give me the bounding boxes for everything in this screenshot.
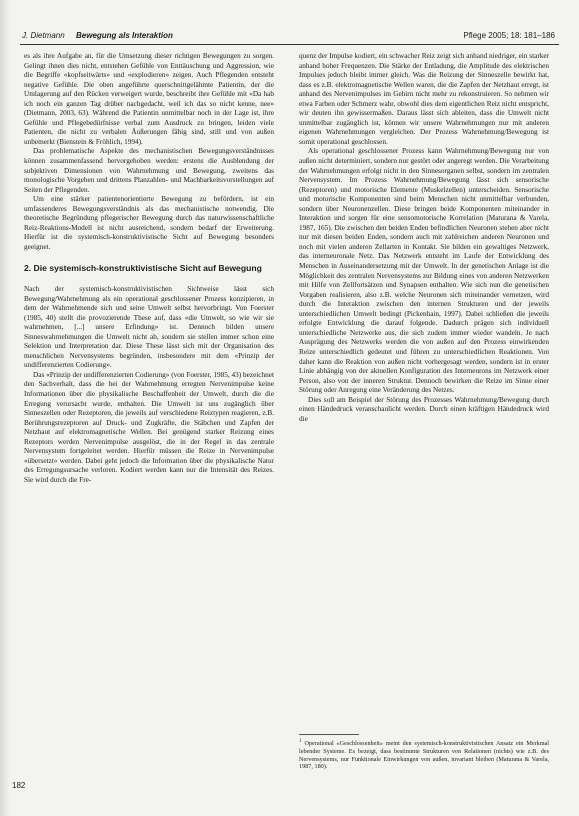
left-text-column <box>24 52 274 485</box>
section-heading: 2. Die systemisch-konstruktivistische Sicht auf Bewegung <box>24 263 262 274</box>
header-rule <box>20 44 559 45</box>
footnote-rule <box>299 734 359 735</box>
body-paragraph: Das «Prinzip der undifferenzierten Codierung» (von Foerster, 1985, 43) bezeichnet den Sachverhalt, dass die bei der Wahrnehmung erregten Nervenimpulse keine Informationen über die physikalische Beschaffenheit der Umwelt, durch die die Erregung verursacht wurde, enthalten. Die Umwelt ist uns zugänglich über Sinneszellen oder Rezeptoren, die jeweils auf verschiedene Reiztypen reagieren, z.B. Berührungsrezeptoren auf Druck- und Zugkräfte, die Stäbchen und Zapfen der Netzhaut auf elektromagnetische Wellen. Bei genügend starker Reizung eines Rezeptors werden Nervenimpulse ausgelöst, die in der Regel in das zentrale Nervensystem fortgeleitet werden. Hierfür müssen die Reize in Nervenimpulse «übersetzt» werden. Dabei geht jedoch die Information über die physikalische Natur des Erregungsursache verloren. Kodiert werden kann nur die Intensität des Reizes. Sie wird durch die Fre- <box>24 370 274 484</box>
body-paragraph: Als operational geschlossener Prozess kann Wahrnehmung/Bewegung nur von außen nicht determiniert, sondern nur gestört oder angeregt werden. Die Verarbeitung der Wahrnehmungen erfolgt nicht in den Sinnesorganen selbst, sondern im zentralen Nervensystem. Im Prozess Wahrnehmung/Bewegung lässt sich sensorische (Rezeptoren) und motorische Elemente (Muskelzellen) unterscheiden. Sensorische und motorische Komponenten sind beim Menschen nicht unmittelbar verbunden, sondern über Neuronenzellen. Diese bringen beide Komponenten miteinander in Interaktion und sorgen für eine sensomotorische Korrelation (Maturana & Varela, 1987, 165). Die zwischen den beiden Enden befindlichen Neuronen stehen aber nicht nur mit diesen beiden Enden, sondern auch mit zahlreichen anderen Neuronen und noch mit vielen anderen Zellarten in Kontakt. Sie bilden ein gewaltiges Netzwerk, das interneuronale Netz. Das Netzwerk entsteht im Laufe der Entwicklung des Menschen in Auseinandersetzung mit der Umwelt. In der genetischen Anlage ist die Möglichkeit des zentralen Nervensystems zur Bildung eines von anderen Netzwerken mit Hilfe von Zellfortsätzen und Synapsen enthalten. Wie sich nun die genetischen Vorgaben realisieren, also z.B. welche Neuronen sich miteinander vernetzen, wird durch die Interaktion zwischen den internen Strukturen und der jeweils unterschiedlichen Umwelt bedingt (Pickenhain, 1997). Dabei schließen die jeweils erfolgte Entwicklung die darauf folgende. Dadurch prägen sich individuell unterschiedliche Netzwerke aus, die sich zudem immer wieder wandeln. Je nach Ausprägung des Netzwerks werden die von außen auf den Prozess einwirkenden Reize unterschiedlich gedeutet und führen zu unterschiedlichen Reaktionen. Von daher kann die Reaktion von außen nicht vorhergesagt werden, sondern ist in erster Linie abhängig von der aktuellen Konfiguration des Interneurons im Netzwerk einer Person, also von der inneren Struktur. Dennoch bewirken die Reize im Sinne einer Störung oder Anregung eine Veränderung des Netzes. <box>299 147 549 395</box>
page-fold-shadow <box>0 0 10 816</box>
footnote-text: Operational «Geschlossenheit» meint den systemisch-konstruktivistischen Ansatz ein Merkmal lebender Systeme. Es bezeigt, dass bestimmte Strukturen von Relationen (nichts) wie z.B. des Nervensystems, nur Funktionale Einwirkungen von außen, invariant bleiben (Maturana & Varela, 1987, 180). <box>299 740 549 771</box>
right-text-column <box>299 52 549 424</box>
body-paragraph: es als ihre Aufgabe an, für die Umsetzung dieser richtigen Bewegungen zu sorgen. Gelingt ihnen dies nicht, entstehen Gefühle von Enttäuschung und Aggression, wie die Begriffe «kopfseitwärts» und «explodieren» zeigen. Auch Pflegenden entsteht negative Gefühle. Die oben angeführte querschnittgelähmte Patientin, der die Umlagerung auf den Rücken verweigert wurde, beschreibt ihre Gefühle mit «Da hab ich noch ein ganzen Tag drüber nachgedacht, weil ich das so nicht kenne, nee» (Dietmann, 2003, 63). Während die Patientin unmittelbar noch in der Lage ist, ihre Gefühle und Pflegebedürfnisse verbal zum Ausdruck zu bringen, leiden viele Patienten, die nicht zu verbalen Äußerungen fähig sind, still und von außen unbemerkt (Bienstein & Fröhlich, 1994). <box>24 52 274 146</box>
page-number: 182 <box>12 781 26 790</box>
body-paragraph: Dies soll am Beispiel der Störung des Prozesses Wahrnehmung/Bewegung durch einen Händedruck veranschaulicht werden. Durch einen kräftigen Händedruck wird die <box>299 395 549 423</box>
footnote <box>299 738 549 771</box>
header-author: J. Dietmann <box>22 31 65 40</box>
body-paragraph: Nach der systemisch-konstruktivistischen Sichtweise lässt sich Bewegung/Wahrnehmung als ein operational geschlossener Prozess konzipieren, in dem der Wahrnehmende sich und seine Umwelt selbst hervorbringt. Von Foerster (1985, 40) stellt die provozierende These auf, dass «die Umwelt, so wie wir sie wahrnehmen, [...] unsere Erfindung» ist. Dennoch bilden unsere Sinneswahrnehmungen die Umwelt nicht ab, sondern sie stellen immer schon eine Selektion und Interpretation dar. Diese These lässt sich mit der Organisation des menschlichen Nervensystems begründen, insbesondere mit dem «Prinzip der undifferenzierten Codierung». <box>24 284 274 370</box>
header-journal-reference: Pflege 2005; 18: 181–186 <box>463 31 555 40</box>
body-paragraph: Um eine stärker patientenorientierte Bewegung zu befördern, ist ein umfassenderes Bewegungsverständnis als das mechanistische notwendig. Die theoretische Begründung pflegerischer Bewegung durch das naturwissenschaftliche Reiz-Reaktions-Modell ist nicht ausreichend, sondern bedarf der Erweiterung. Hierfür ist die systemisch-konstruktivistische Sicht auf Bewegung besonders geeignet. <box>24 195 274 251</box>
body-paragraph: Das problematische Aspekte des mechanistischen Bewegungsverständnisses können zusammenfassend hervorgehoben werden: erstens die Ausblendung der subjektiven Dimensionen von Wahrnehmung und Bewegung, zweitens das monologische Vorgehen und drittens Planzahlen- und Machbarkeitsvorstellungen auf Seiten der Pflegenden. <box>24 147 274 194</box>
footnote-mark: 1 <box>299 739 302 744</box>
running-header <box>20 30 559 42</box>
header-running-title: Bewegung als Interaktion <box>76 31 173 40</box>
body-paragraph: quenz der Impulse kodiert, ein schwacher Reiz zeigt sich anhand niedriger, ein starker anhand hoher Frequenzen. Die Stärke der Entladung, die Amplitude des elektrischen Impulses jedoch bleibt immer gleich. Was die Reizung der Sinneszelle bewirkt hat, dass es z.B. elektromagnetische Wellen waren, die die Zapfen der Netzhaut erregt, ist anhand des Nervenimpulses im Gehirn nicht mehr zu rekonstruieren. So nehmen wir etwa Farben oder Schmerz wahr, obwohl dies dem eigentlichen Reiz nicht entspricht, wir deuten ihn gewissermaßen. Daraus lässt sich ableiten, dass die Umwelt nicht unmittelbar zugänglich ist, können wir unsere Wahrnehmungen nur mit anderen eigenen Wahrnehmungen vergleichen. Der Prozess Wahrnehmung/Bewegung ist somit operational geschlossen. <box>299 52 549 146</box>
